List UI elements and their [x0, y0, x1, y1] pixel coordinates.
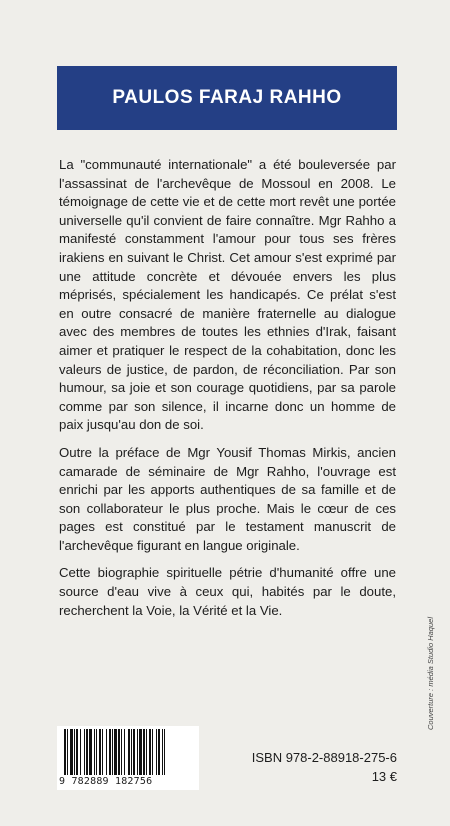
barcode-bar	[84, 729, 85, 775]
barcode-bar	[96, 729, 97, 775]
barcode-bar	[102, 729, 103, 775]
barcode-bar	[146, 729, 147, 775]
barcode-bar	[114, 729, 117, 775]
cover-credit: Couverture : média Studio Haquel	[426, 617, 435, 730]
barcode-bar	[149, 729, 151, 775]
barcode-bar	[89, 729, 92, 775]
blurb-paragraph-2: Outre la préface de Mgr Yousif Thomas Mirkis, ancien camarade de séminaire de Mgr Rahho, l'ouvrage est enrichi par les apports authentiques de sa famille et de son collaborateur le plus proche. Mais le cœur de ces pages est constitué par le testament manuscrit de l'archevêque figurant en langue originale.	[59, 444, 396, 553]
barcode-bar	[164, 729, 165, 775]
barcode-bar	[156, 729, 157, 775]
barcode-bar	[80, 729, 81, 775]
barcode-bar	[131, 729, 132, 775]
barcode-bar	[112, 729, 113, 775]
barcode-bars	[63, 729, 195, 775]
barcode-bar	[158, 729, 160, 775]
blurb-paragraph-3: Cette biographie spirituelle pétrie d'humanité offre une source d'eau vive à ceux qui, habités par le doute, recherchent la Voie, la Vérité et la Vie.	[59, 565, 396, 618]
barcode-bar	[64, 729, 66, 775]
barcode-bar	[137, 729, 138, 775]
barcode-bar	[94, 729, 95, 775]
title-banner	[57, 66, 397, 130]
barcode-bar	[99, 729, 101, 775]
barcode-bar	[128, 729, 130, 775]
barcode-bar	[124, 729, 125, 775]
barcode-bar	[162, 729, 163, 775]
barcode	[57, 726, 199, 790]
barcode-bar	[74, 729, 75, 775]
barcode-bar	[76, 729, 78, 775]
price: 13 €	[371, 769, 397, 784]
barcode-bar	[139, 729, 142, 775]
barcode-bar	[70, 729, 73, 775]
blurb-paragraph-1: La "communauté internationale" a été bouleversée par l'assassinat de l'archevêque de Mossoul en 2008. Le témoignage de cette vie et de cette mort revêt une portée universelle qu'il convient de faire connaître. Mgr Rahho a manifesté constamment l'amour pour tous ses frères irakiens en suivant le Christ. Cet amour s'est exprimé par une attitude concrète et dévouée envers les plus méprisés, spécialement les handicapés. Ce prélat s'est en outre consacré de manière fraternelle au dialogue avec des membres de toutes les ethnies d'Irak, faisant aimer et pratiquer le respect de la cohabitation, donc les valeurs de justice, de pardon, de réconciliation. Par son humour, sa joie et son courage quotidiens, par sa parole comme par son silence, il incarne donc un homme de paix jusqu'au don de soi.	[59, 157, 396, 433]
barcode-bar	[106, 729, 107, 775]
book-title: PAULOS FARAJ RAHHO	[112, 87, 342, 108]
barcode-bar	[118, 729, 120, 775]
barcode-bar	[86, 729, 88, 775]
barcode-bar	[109, 729, 111, 775]
barcode-digits: 9 782889 182756	[59, 776, 153, 787]
barcode-bar	[143, 729, 145, 775]
blurb	[59, 156, 396, 632]
barcode-bar	[133, 729, 135, 775]
barcode-bar	[121, 729, 122, 775]
barcode-bar	[67, 729, 68, 775]
barcode-bar	[152, 729, 153, 775]
isbn-number: ISBN 978-2-88918-275-6	[251, 750, 397, 765]
